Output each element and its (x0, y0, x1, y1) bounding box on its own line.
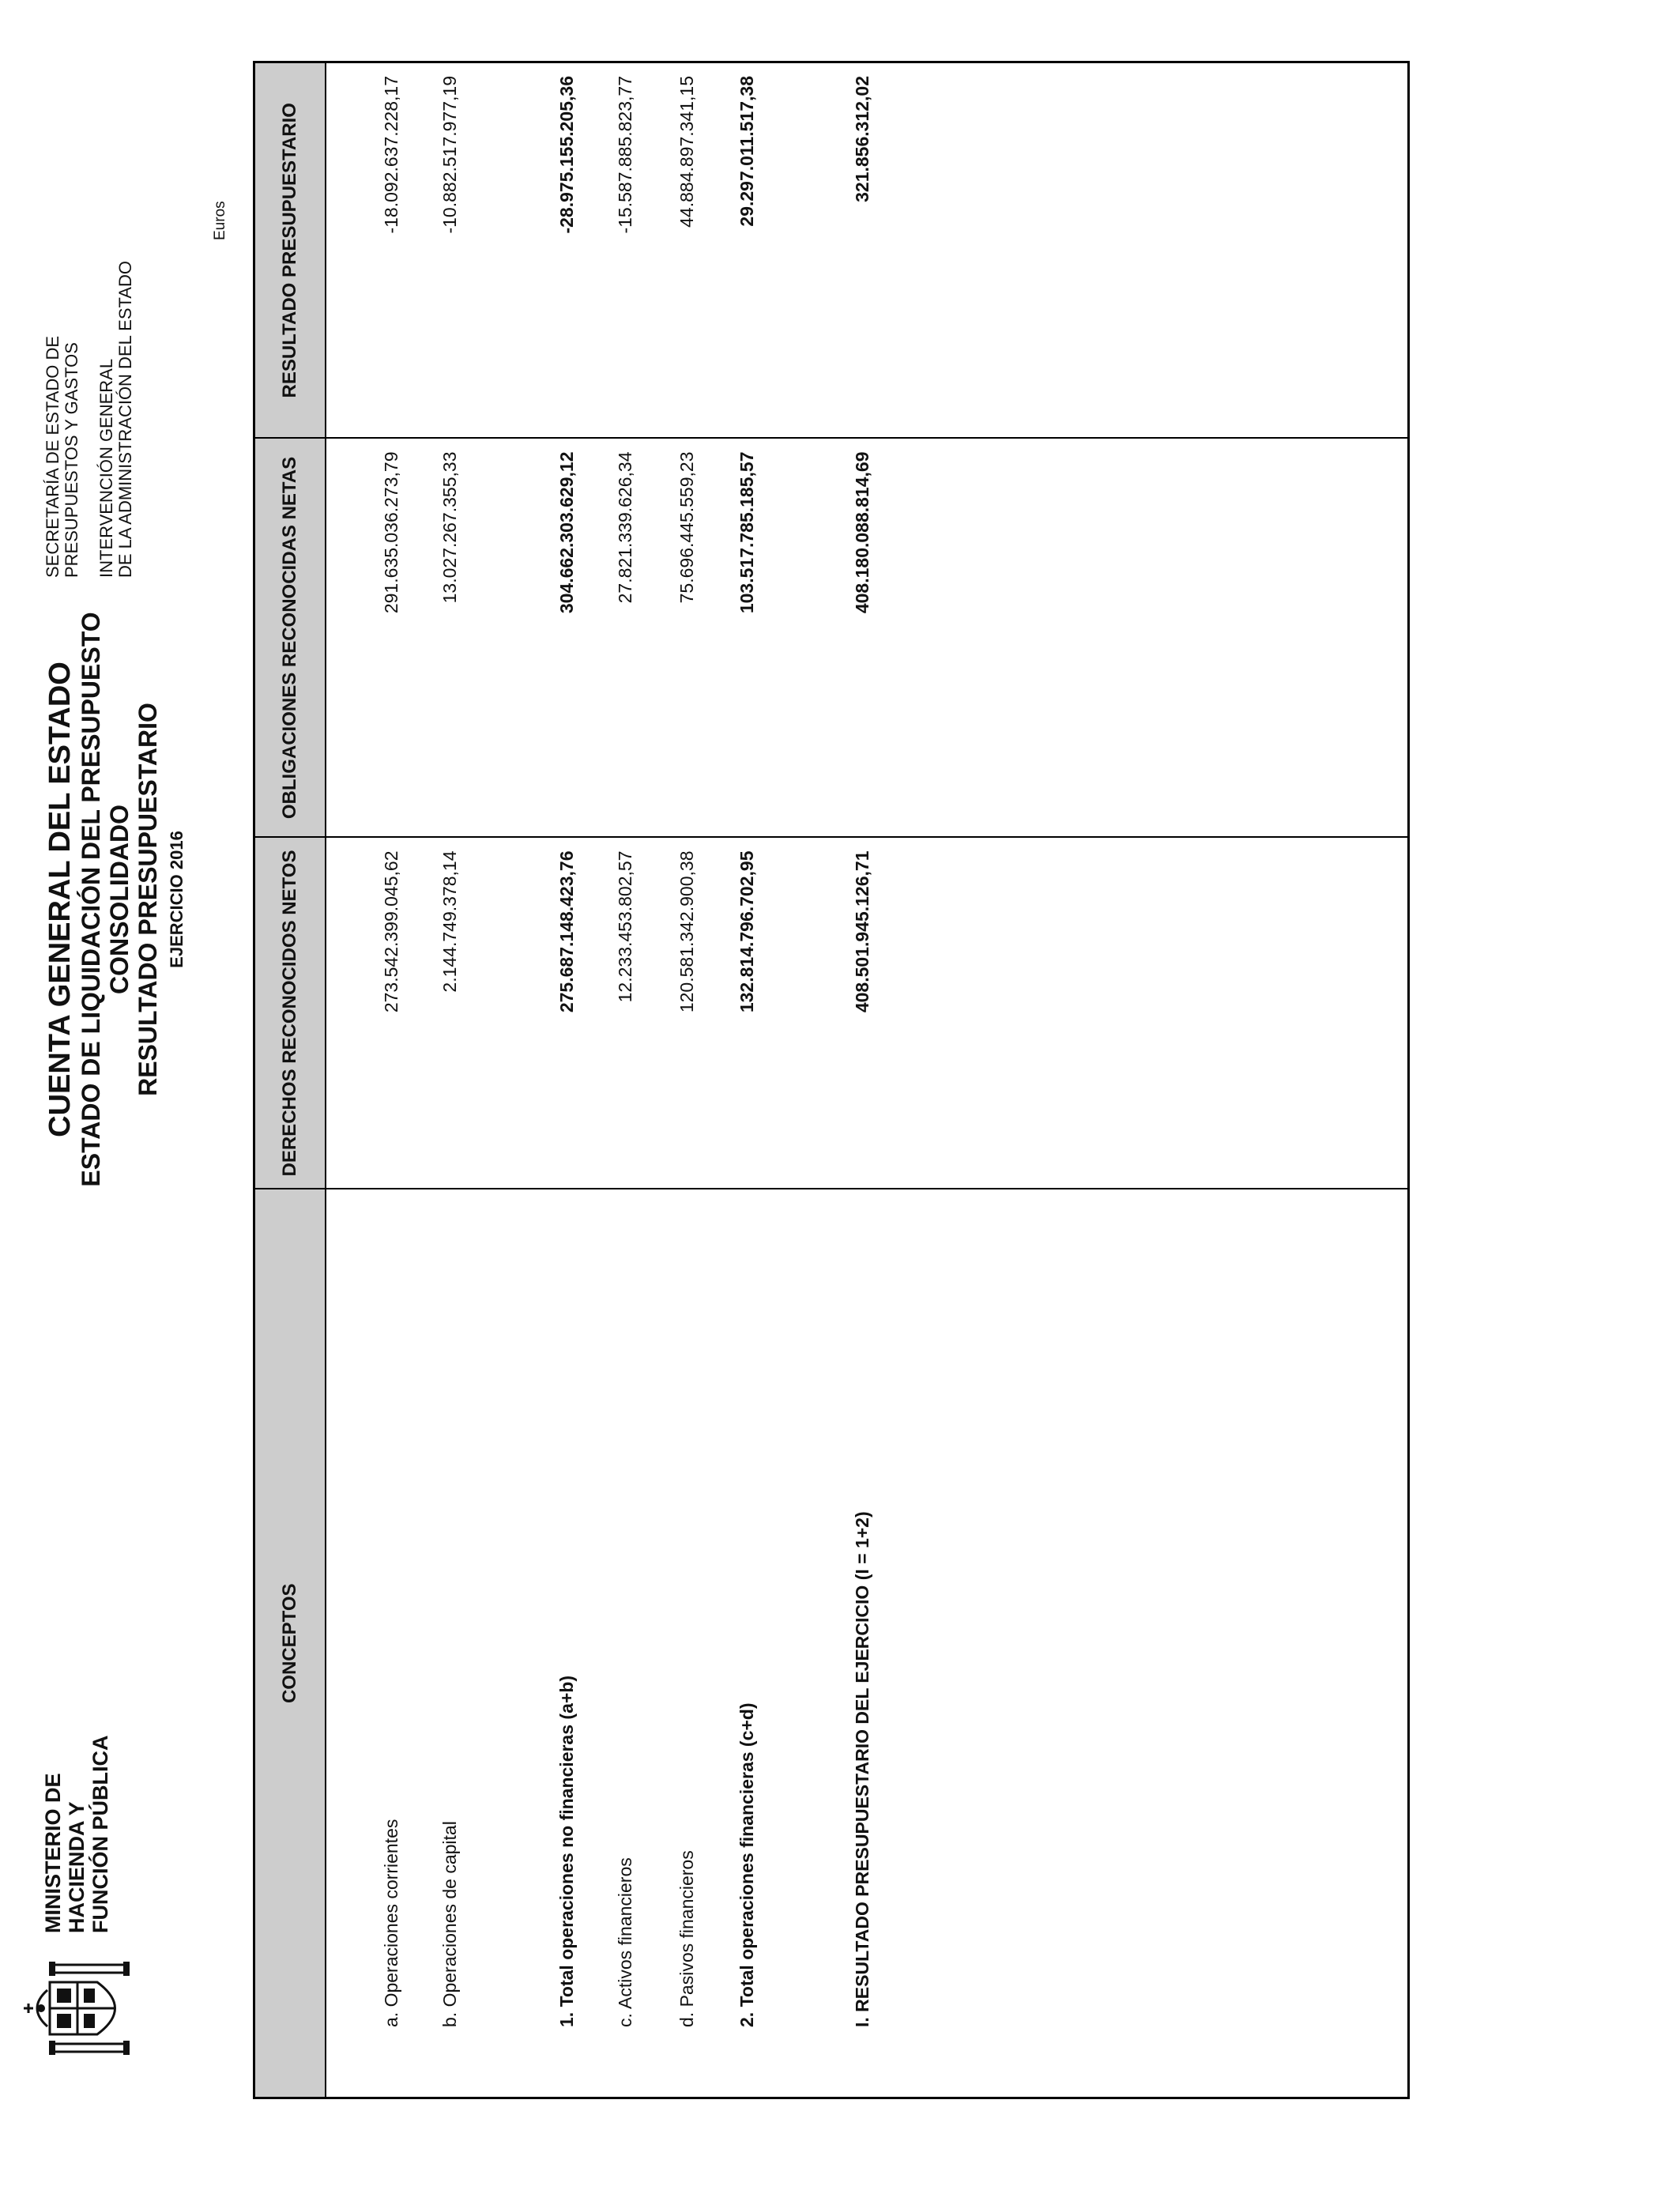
row-resultado: 29.297.011.517,38 (736, 76, 757, 227)
row-resultado: 44.884.897.341,15 (676, 76, 697, 228)
org-line: PRESUPUESTOS Y GASTOS (62, 342, 81, 578)
ministry-line: FUNCIÓN PÚBLICA (89, 1735, 112, 1933)
row-concept: I. RESULTADO PRESUPUESTARIO DEL EJERCICIO (I = 1+2) (852, 1511, 872, 2027)
row-derechos: 408.501.945.126,71 (852, 850, 872, 1013)
row-concept: 1. Total operaciones no financieras (a+b) (556, 1676, 577, 2027)
ministry-line: HACIENDA Y (65, 1801, 89, 1933)
row-resultado: 321.856.312,02 (852, 76, 872, 202)
issuing-organization (43, 135, 135, 578)
document-titles (43, 520, 189, 1279)
row-obligaciones: 103.517.785.185,57 (736, 451, 757, 614)
row-concept: c. Activos financieros (615, 1857, 635, 2027)
row-derechos: 120.581.342.900,38 (676, 850, 697, 1013)
conceptos-cell (326, 1189, 1409, 2098)
row-concept: d. Pasivos financieros (676, 1850, 697, 2027)
org-line: SECRETARÍA DE ESTADO DE (43, 335, 62, 578)
row-derechos: 275.687.148.423,76 (556, 850, 577, 1013)
row-resultado: -10.882.517.977,19 (439, 76, 460, 234)
row-obligaciones: 27.821.339.626,34 (615, 451, 635, 604)
budget-result-table (253, 61, 1410, 2099)
derechos-cell (326, 838, 1409, 1189)
page-subtitle: ESTADO DE LIQUIDACIÓN DEL PRESUPUESTO CONSOLIDADO (77, 612, 134, 1187)
row-derechos: 273.542.399.045,62 (381, 850, 401, 1013)
row-concept: b. Operaciones de capital (439, 1821, 460, 2027)
page-title: CUENTA GENERAL DEL ESTADO (43, 662, 77, 1137)
row-derechos: 12.233.453.802,57 (615, 850, 635, 1003)
column-header-obligaciones: OBLIGACIONES RECONOCIDAS NETAS (254, 439, 326, 838)
table-header-row (254, 62, 326, 2098)
row-obligaciones: 13.027.267.355,33 (439, 451, 460, 604)
row-obligaciones: 75.696.445.559,23 (676, 451, 697, 604)
row-obligaciones: 291.635.036.273,79 (381, 451, 401, 614)
column-header-resultado: RESULTADO PRESUPUESTARIO (254, 62, 326, 439)
row-concept: a. Operaciones corrientes (381, 1819, 401, 2027)
row-derechos: 2.144.749.378,14 (439, 850, 460, 993)
row-resultado: -18.092.637.228,17 (381, 76, 401, 234)
column-header-derechos: DERECHOS RECONOCIDOS NETOS (254, 838, 326, 1189)
row-resultado: -28.975.155.205,36 (556, 76, 577, 234)
row-obligaciones: 408.180.088.814,69 (852, 451, 872, 614)
obligaciones-cell (326, 439, 1409, 838)
row-concept: 2. Total operaciones financieras (c+d) (736, 1702, 757, 2027)
ministry-line: MINISTERIO DE (41, 1773, 65, 1933)
fiscal-year: EJERCICIO 2016 (167, 831, 186, 968)
table-body (326, 62, 1409, 2098)
resultado-cell (326, 62, 1409, 439)
row-derechos: 132.814.796.702,95 (736, 850, 757, 1013)
ministry-name (41, 1633, 112, 1933)
column-header-conceptos: CONCEPTOS (254, 1189, 326, 2098)
org-line: DE LA ADMINISTRACIÓN DEL ESTADO (115, 261, 135, 578)
row-resultado: -15.587.885.823,77 (615, 76, 635, 234)
currency-unit: Euros (212, 201, 228, 240)
row-obligaciones: 304.662.303.629,12 (556, 451, 577, 614)
report-name: RESULTADO PRESUPUESTARIO (134, 703, 162, 1096)
coat-of-arms-logo (22, 1958, 141, 2058)
org-line: INTERVENCIÓN GENERAL (96, 358, 116, 578)
